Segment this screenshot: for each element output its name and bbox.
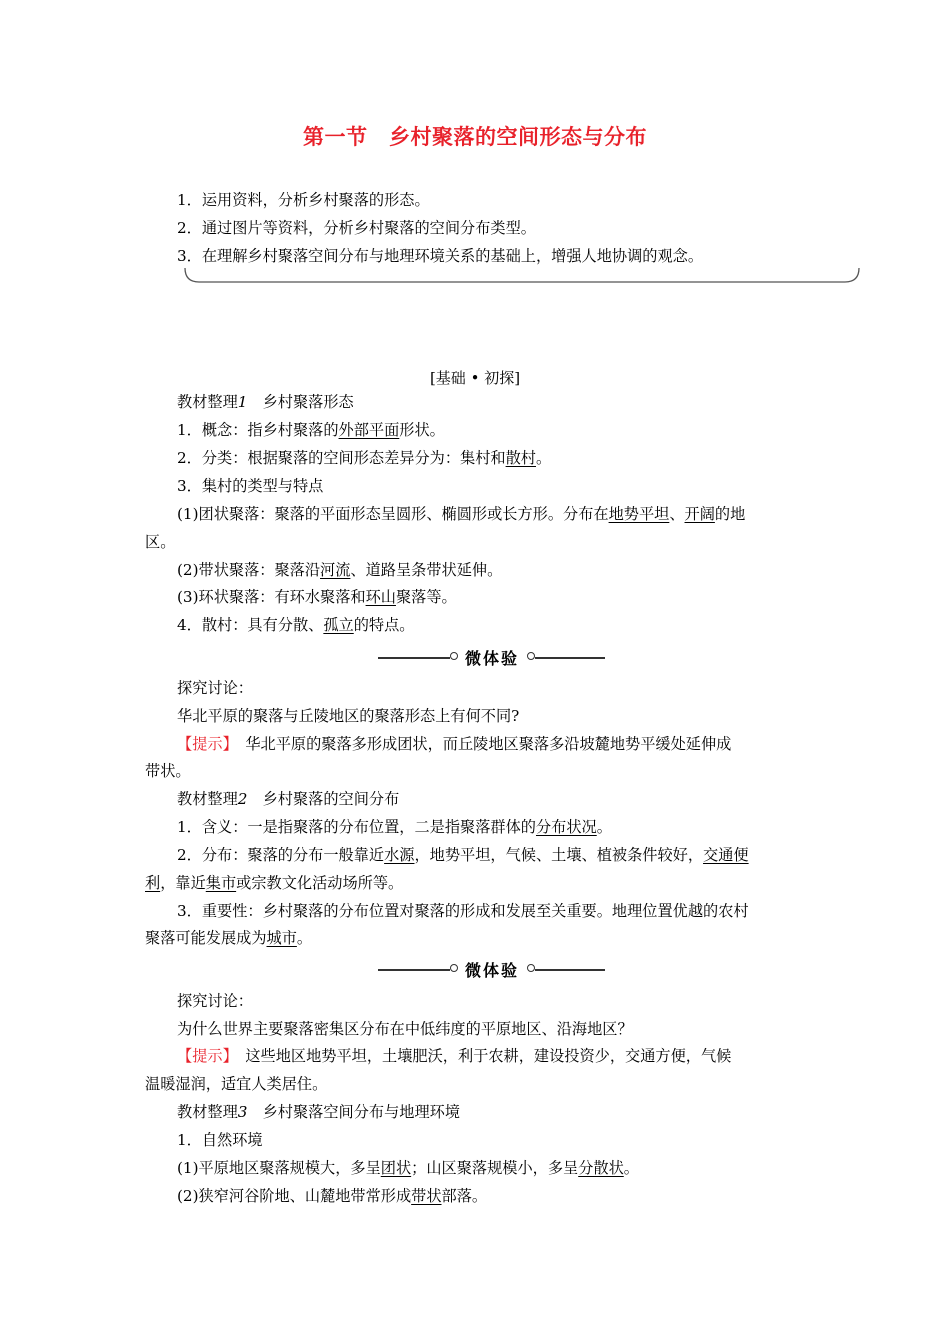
text-line: 1．概念：指乡村聚落的外部平面形状。	[177, 421, 445, 439]
question: 为什么世界主要聚落密集区分布在中低纬度的平原地区、沿海地区？	[177, 1020, 633, 1038]
learning-goal: 1．运用资料，分析乡村聚落的形态。	[177, 191, 430, 209]
answer-blank: 河流	[320, 561, 351, 579]
text-line: 1．含义：一是指聚落的分布位置，二是指聚落群体的分布状况。	[177, 818, 612, 836]
micro-experience-label: 微体验	[464, 961, 519, 980]
lesson-title: 第一节 乡村聚落的空间形态与分布	[303, 125, 647, 149]
text-line: (1)平原地区聚落规模大，多呈团状；山区聚落规模小，多呈分散状。	[177, 1159, 639, 1177]
learning-goal: 2．通过图片等资料，分析乡村聚落的空间分布类型。	[177, 219, 536, 237]
answer-blank: 散村	[505, 449, 536, 467]
micro-experience-label: 微体验	[464, 649, 519, 668]
tip-label: 【提示】	[177, 735, 231, 753]
text-line: 3．重要性：乡村聚落的分布位置对聚落的形成和发展至关重要。地理位置优越的农村	[177, 902, 749, 920]
question: 华北平原的聚落与丘陵地区的聚落形态上有何不同?	[177, 707, 520, 725]
answer-blank: 环山	[365, 588, 396, 606]
text-line: 2．分类：根据聚落的空间形态差异分为：集村和散村。	[177, 449, 552, 467]
text-line: 温暖湿润，适宜人类居住。	[145, 1075, 328, 1093]
text-line: 带状。	[145, 762, 191, 780]
text-line: (1)团状聚落：聚落的平面形态呈圆形、椭圆形或长方形。分布在地势平坦、开阔的地	[177, 505, 746, 523]
text-line: 2．分布：聚落的分布一般靠近水源，地势平坦，气候、土壤、植被条件较好，交通便	[177, 846, 749, 864]
tip-line: 【提示】 华北平原的聚落多形成团状，而丘陵地区聚落多沿坡麓地势平缓处延伸成	[177, 735, 732, 753]
text-line: 3．集村的类型与特点	[177, 477, 324, 495]
answer-blank: 水源	[384, 846, 415, 864]
section-header: [基础 • 初探]	[429, 369, 521, 387]
micro-experience-divider	[0, 646, 950, 670]
answer-blank: 集市	[205, 874, 237, 892]
answer-blank: 地势平坦	[608, 505, 670, 523]
text-line: 区。	[145, 533, 176, 551]
answer-blank: 外部平面	[338, 421, 400, 439]
section-heading: 教材整理1 乡村聚落形态	[177, 393, 354, 411]
text-line: 聚落可能发展成为城市。	[145, 929, 313, 947]
learning-goal: 3．在理解乡村聚落空间分布与地理环境关系的基础上，增强人地协调的观念。	[177, 247, 704, 265]
tip-line: 【提示】 这些地区地势平坦，土壤肥沃，利于农耕，建设投资少，交通方便，气候	[177, 1047, 732, 1065]
text-line: 探究讨论：	[177, 992, 253, 1010]
micro-experience-divider	[0, 958, 950, 982]
answer-blank: 团状	[380, 1159, 412, 1177]
section-heading: 教材整理2 乡村聚落的空间分布	[177, 790, 400, 808]
text-line: 1．自然环境	[177, 1131, 263, 1149]
answer-blank: 分散状	[578, 1159, 624, 1177]
answer-blank: 交通便	[703, 846, 749, 864]
section-heading: 教材整理3 乡村聚落空间分布与地理环境	[177, 1103, 461, 1121]
answer-blank: 开阔	[684, 505, 715, 523]
answer-blank: 分布状况	[535, 818, 597, 836]
text-line: 利，靠近集市或宗教文化活动场所等。	[145, 874, 404, 892]
answer-blank: 利	[145, 874, 161, 892]
text-line: 探究讨论：	[177, 679, 253, 697]
tip-label: 【提示】	[177, 1047, 231, 1065]
text-line: (3)环状聚落：有环水聚落和环山聚落等。	[177, 588, 457, 606]
text-line: 4．散村：具有分散、孤立的特点。	[177, 616, 415, 634]
text-line: (2)狭窄河谷阶地、山麓地带常形成带状部落。	[177, 1187, 488, 1205]
goals-bracket	[183, 266, 861, 286]
text-line: (2)带状聚落：聚落沿河流、道路呈条带状延伸。	[177, 561, 503, 579]
answer-blank: 孤立	[323, 616, 354, 634]
answer-blank: 城市	[266, 929, 297, 947]
answer-blank: 带状	[411, 1187, 442, 1205]
